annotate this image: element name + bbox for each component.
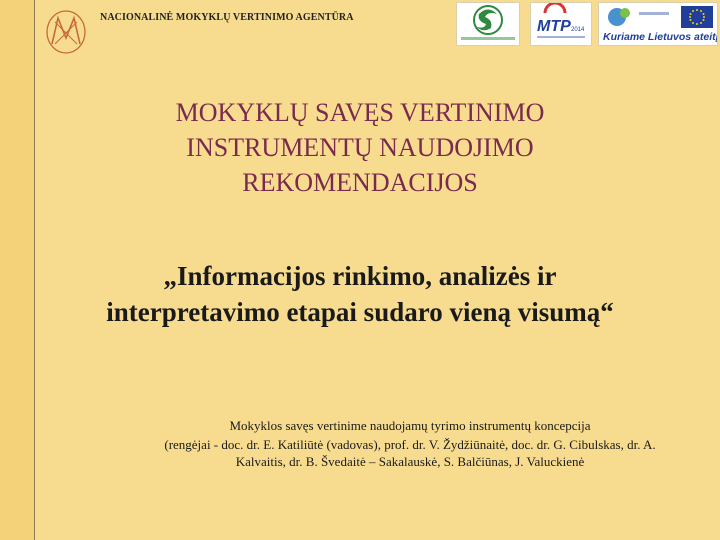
title-line-1: MOKYKLŲ SAVĘS VERTINIMO <box>175 98 545 127</box>
mtp-text: MTP <box>537 18 571 35</box>
slide-quote <box>30 258 690 330</box>
esf-logo <box>456 2 520 46</box>
nma-monogram-logo <box>38 8 94 56</box>
esf-emblem-icon <box>457 3 519 45</box>
source-line-2: Kalvaitis, dr. B. Švedaitė – Sakalauskė, S. Balčiūnas, J. Valuckienė <box>235 454 585 469</box>
eu-kuriame-logo <box>598 2 718 46</box>
mtp-year: 2014 <box>571 27 585 33</box>
kuriame-text: Kuriame Lietuvos ateitį <box>603 31 717 43</box>
title-line-2: INSTRUMENTŲ NAUDOJIMO <box>186 133 534 162</box>
quote-line-2: interpretavimo etapai sudaro vieną visumą“ <box>106 297 614 327</box>
mtp-emblem-icon <box>531 3 591 45</box>
slide-title <box>80 95 640 200</box>
source-title: Mokyklos savęs vertinime naudojamų tyrimo instrumentų koncepcija <box>229 418 591 433</box>
title-line-3: REKOMENDACIJOS <box>242 168 478 197</box>
source-authors <box>120 436 700 470</box>
quote-line-1: „Informacijos rinkimo, analizės ir <box>163 261 557 291</box>
agency-name: NACIONALINĖ MOKYKLŲ VERTINIMO AGENTŪRA <box>100 12 354 23</box>
source-line-1: (rengėjai - doc. dr. E. Katiliūtė (vadovas), prof. dr. V. Žydžiūnaitė, doc. dr. G. Cibulskas, dr. A. <box>164 437 656 452</box>
eu-emblem-icon <box>599 3 717 45</box>
mtp-logo <box>530 2 592 46</box>
